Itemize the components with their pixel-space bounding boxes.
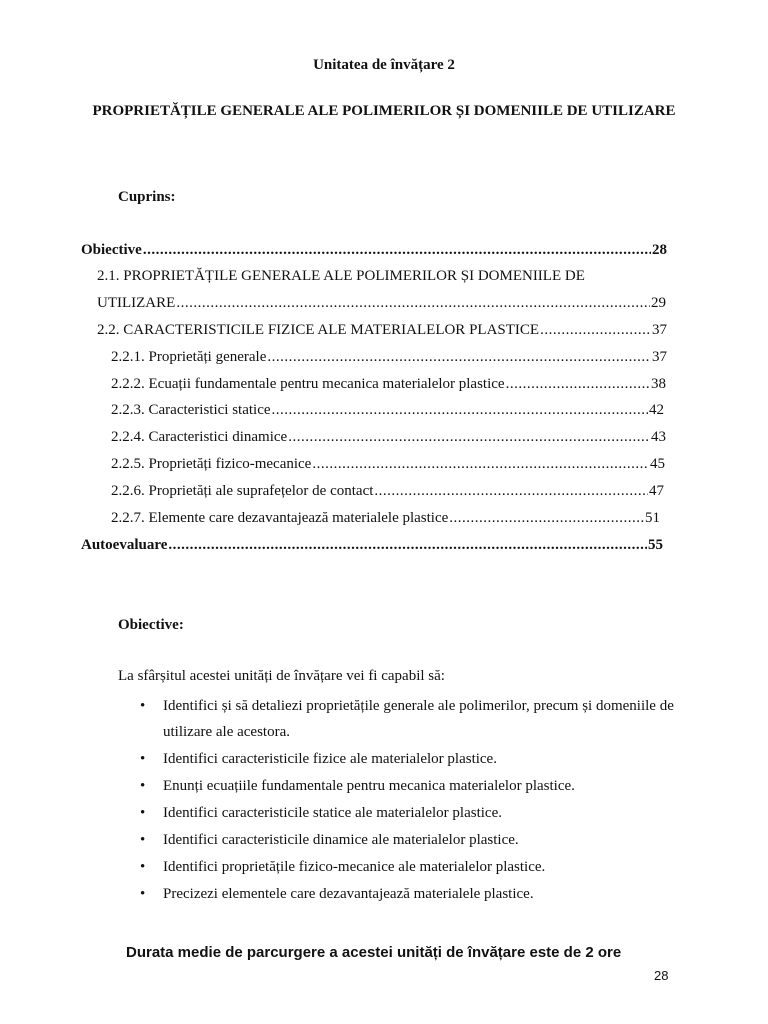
toc-leader [288,429,650,446]
toc-leader [506,376,650,393]
toc-leader [272,402,648,419]
toc-entry-2-2-2[interactable] [111,376,666,393]
toc-entry-label: 2.2. CARACTERISTICILE FIZICE ALE MATERIALELOR PLASTICE [97,322,540,338]
toc-entry-label: Autoevaluare [81,537,168,553]
toc-entry-2-2-1[interactable] [111,349,667,366]
toc-entry-2-1-line1[interactable]: 2.1. PROPRIETĂȚILE GENERALE ALE POLIMERILOR ȘI DOMENIILE DE [97,268,585,284]
toc-entry-label: 2.2.2. Ecuații fundamentale pentru mecanica materialelor plastice [111,376,505,392]
toc-entry-2-2-3[interactable] [111,402,664,419]
toc-heading: Cuprins: [118,189,176,205]
toc-entry-objectives[interactable] [81,242,667,259]
toc-page-number: 29 [651,295,666,311]
toc-page-number: 45 [650,456,665,472]
toc-entry-label: Obiective [81,242,142,258]
toc-entry-label: 2.2.7. Elemente care dezavantajează materialele plastice [111,510,449,526]
list-item: • Identifici și să detaliezi proprietățile generale ale polimerilor, precum și domeniile de utilizare ale acestora. [140,693,680,745]
toc-page-number: 37 [652,322,667,338]
toc-page-number: 55 [648,537,663,553]
page-number: 28 [654,968,669,983]
list-item: • Identifici caracteristicile fizice ale materialelor plastice. [140,746,680,772]
toc-page-number: 51 [645,510,660,526]
duration-note: Durata medie de parcurgere a acestei unități de învățare este de 2 ore [126,944,622,961]
toc-entry-2-2-4[interactable] [111,429,666,446]
toc-entry-label: 2.2.5. Proprietăți fizico-mecanice [111,456,312,472]
toc-leader [143,242,651,259]
toc-leader [312,456,649,473]
toc-entry-2-2-6[interactable] [111,483,664,500]
toc-leader [267,349,651,366]
objectives-list [140,693,680,908]
list-item: • Identifici caracteristicile statice ale materialelor plastice. [140,800,680,826]
toc-page-number: 47 [649,483,664,499]
list-item: • Enunți ecuațiile fundamentale pentru mecanica materialelor plastice. [140,773,680,799]
list-item: • Identifici proprietățile fizico-mecanice ale materialelor plastice. [140,854,680,880]
toc-entry-2-2[interactable] [97,322,667,339]
toc-entry-label: 2.2.4. Caracteristici dinamice [111,429,288,445]
toc-leader [168,537,647,554]
toc-page-number: 43 [651,429,666,445]
toc-entry-label: 2.2.3. Caracteristici statice [111,402,271,418]
toc-entry-label: 2.2.6. Proprietăți ale suprafețelor de contact [111,483,374,499]
toc-entry-self-evaluation[interactable] [81,537,663,554]
toc-page-number: 37 [652,349,667,365]
list-item: • Precizezi elementele care dezavantajează materialele plastice. [140,881,680,907]
toc-entry-2-1[interactable] [97,295,666,312]
toc-page-number: 42 [649,402,664,418]
toc-page-number: 28 [652,242,667,258]
toc-leader [449,510,644,527]
page-title: PROPRIETĂȚILE GENERALE ALE POLIMERILOR ȘI DOMENIILE DE UTILIZARE [92,103,676,119]
toc-entry-label: UTILIZARE [97,295,176,311]
toc-leader [374,483,648,500]
list-item: • Identifici caracteristicile dinamice ale materialelor plastice. [140,827,680,853]
toc-entry-2-2-5[interactable] [111,456,665,473]
toc-leader [540,322,651,339]
toc-entry-2-2-7[interactable] [111,510,660,527]
toc-entry-label: 2.2.1. Proprietăți generale [111,349,267,365]
objectives-heading: Obiective: [118,617,184,633]
objectives-intro: La sfârșitul acestei unități de învățare vei fi capabil să: [118,668,445,684]
unit-title: Unitatea de învățare 2 [313,57,455,73]
toc-leader [176,295,650,312]
toc-page-number: 38 [651,376,666,392]
